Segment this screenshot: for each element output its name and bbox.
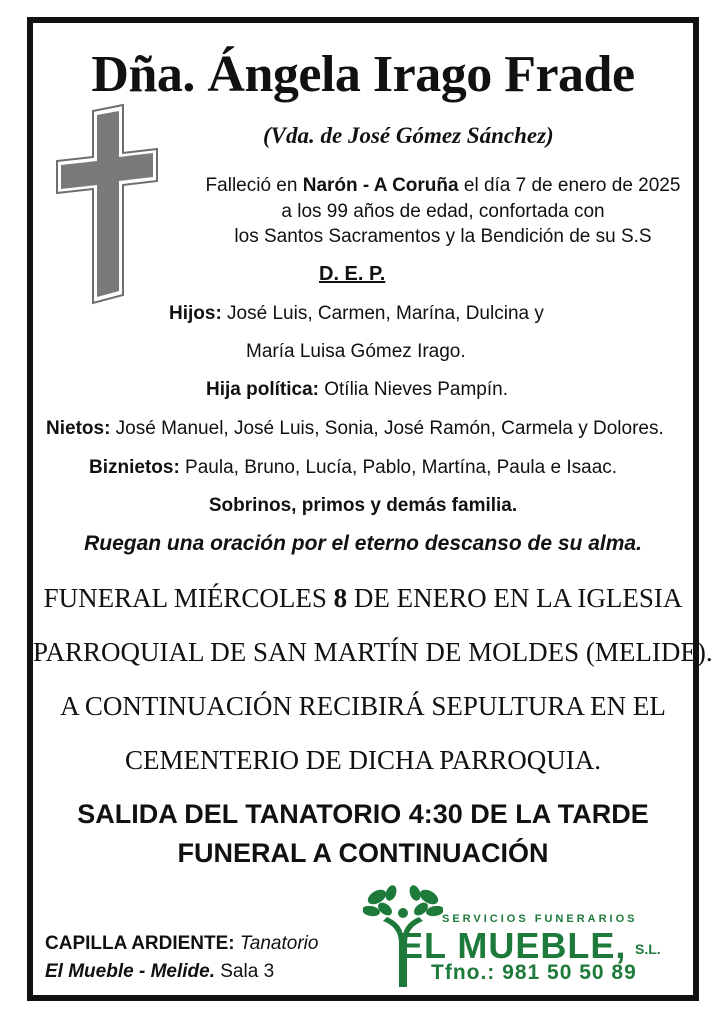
capilla-line-1 (45, 933, 318, 955)
funeral-line-1-suffix: DE ENERO EN LA IGLESIA (347, 583, 683, 613)
obituary-frame (27, 17, 713, 1001)
nietos-names: José Manuel, José Luis, Sonia, José Ramón, Carmela y Dolores. (110, 418, 664, 439)
biznietos-line (89, 457, 617, 479)
hijos-line-2: María Luisa Gómez Irago. (246, 341, 466, 362)
dep-heading: D. E. P. (319, 263, 386, 285)
sobrinos-line: Sobrinos, primos y demás familia. (208, 495, 518, 516)
death-line-3: los Santos Sacramentos y la Bendición de su S.S (234, 226, 652, 247)
logo-phone: Tfno.: 981 50 50 89 (431, 961, 637, 984)
funeral-line-1-prefix: FUNERAL MIÉRCOLES (43, 583, 334, 613)
death-date: el día 7 de enero de 2025 (458, 175, 681, 196)
funeral-line-2: PARROQUIAL DE SAN MARTÍN DE MOLDES (MELIDE). (33, 637, 713, 667)
capilla-location: El Mueble - Melide. (45, 961, 215, 982)
prayer-request: Ruegan una oración por el eterno descanso de su alma. (84, 532, 642, 555)
hija-politica-line (206, 379, 508, 401)
hija-politica-label: Hija política: (206, 379, 319, 400)
hijos-line-1 (169, 303, 544, 325)
biznietos-label: Biznietos: (89, 457, 180, 478)
hija-politica-name: Otília Nieves Pampín. (318, 379, 508, 400)
death-line-2: a los 99 años de edad, confortada con (281, 201, 605, 222)
capilla-room: Sala 3 (214, 961, 275, 982)
nietos-line (46, 418, 664, 440)
funeral-day: 8 (333, 583, 348, 613)
logo-name: EL MUEBLE, (399, 925, 627, 966)
hijos-label: Hijos: (169, 303, 222, 324)
biznietos-names: Paula, Bruno, Lucía, Pablo, Martína, Paula e Isaac. (179, 457, 618, 478)
hijos-names: José Luis, Carmen, Marína, Dulcina y (221, 303, 544, 324)
death-line-1 (183, 173, 703, 198)
widow-of: (Vda. de José Gómez Sánchez) (263, 123, 554, 148)
death-line-1-prefix: Falleció en (205, 175, 303, 196)
nietos-label: Nietos: (46, 418, 111, 439)
death-place: Narón - A Coruña (302, 175, 459, 196)
capilla-line-2 (45, 961, 274, 983)
capilla-tanatorio: Tanatorio (234, 933, 319, 954)
funeral-continuation: FUNERAL A CONTINUACIÓN (177, 838, 549, 868)
logo-tagline: SERVICIOS FUNERARIOS (442, 913, 638, 925)
logo-suffix: S.L. (635, 941, 661, 957)
funeral-line-1 (33, 583, 693, 614)
funeral-line-4: CEMENTERIO DE DICHA PARROQUIA. (124, 745, 602, 775)
cross-icon (53, 103, 163, 308)
capilla-label: CAPILLA ARDIENTE: (45, 933, 235, 954)
deceased-name: Dña. Ángela Irago Frade (91, 46, 635, 103)
salida-line: SALIDA DEL TANATORIO 4:30 DE LA TARDE (77, 799, 649, 829)
funeral-line-3: A CONTINUACIÓN RECIBIRÁ SEPULTURA EN EL (60, 691, 666, 721)
